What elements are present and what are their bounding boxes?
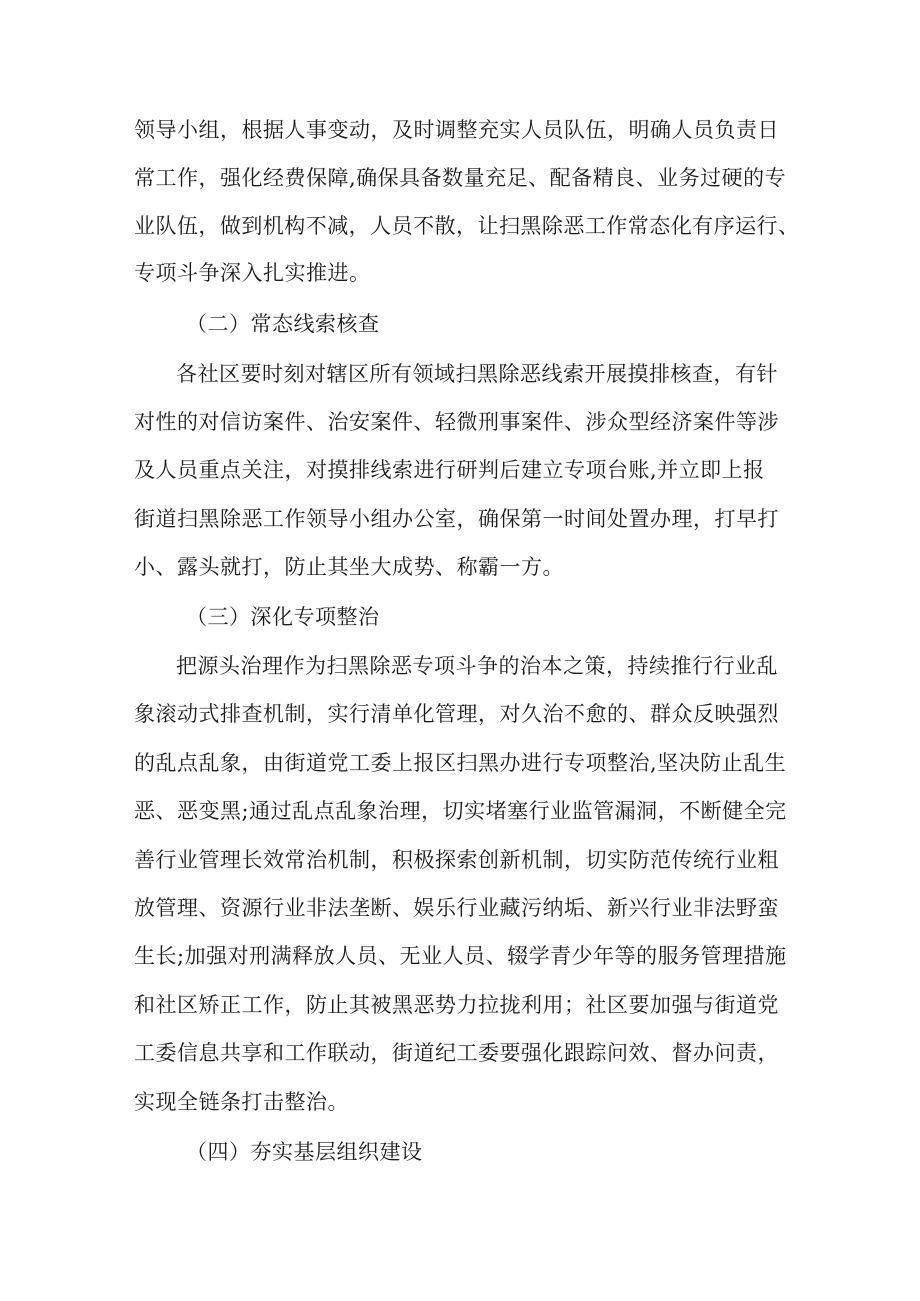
text-line: 和社区矫正工作，防止其被黑恶势力拉拢利用；社区要加强与街道党 [134,993,779,1017]
text-line: 象滚动式排查机制，实行清单化管理，对久治不愈的、群众反映强烈 [134,702,779,726]
text-line: 把源头治理作为扫黑除恶专项斗争的治本之策，持续推行行业乱 [176,654,778,678]
text-line: 实现全链条打击整治。 [134,1090,349,1114]
section-heading: （四）夯实基层组织建设 [186,1140,423,1164]
text-line: 的乱点乱象，由街道党工委上报区扫黑办进行专项整治,坚决防止乱生 [134,751,787,775]
text-line: 善行业管理长效常治机制，积极探索创新机制，切实防范传统行业粗 [134,848,779,872]
section-heading: （三）深化专项整治 [186,605,380,629]
text-line: 领导小组，根据人事变动，及时调整充实人员队伍，明确人员负责日 [134,118,779,142]
text-line: 放管理、资源行业非法垄断、娱乐行业藏污纳垢、新兴行业非法野蛮 [134,896,779,920]
section-heading: （二）常态线索核查 [186,312,380,336]
text-line: 生长;加强对刑满释放人员、无业人员、辍学青少年等的服务管理措施 [134,944,787,968]
text-line: 业队伍，做到机构不减，人员不散，让扫黑除恶工作常态化有序运行、 [134,214,800,238]
text-line: 恶、恶变黑;通过乱点乱象治理，切实堵塞行业监管漏洞，不断健全完 [134,799,787,823]
text-line: 街道扫黑除恶工作领导小组办公室，确保第一时间处置办理，打早打 [134,507,779,531]
text-line: 及人员重点关注，对摸排线索进行研判后建立专项台账,并立即上报 [134,458,765,482]
text-line: 常工作，强化经费保障,确保具备数量充足、配备精良、业务过硬的专 [134,166,787,190]
text-line: 小、露头就打，防止其坐大成势、称霸一方。 [134,555,564,579]
text-line: 对性的对信访案件、治安案件、轻微刑事案件、涉众型经济案件等涉 [134,410,779,434]
text-line: 专项斗争深入扎实推进。 [134,261,371,285]
text-line: 工委信息共享和工作联动，街道纪工委要强化跟踪问效、督办问责， [134,1041,779,1065]
text-line: 各社区要时刻对辖区所有领域扫黑除恶线索开展摸排核查，有针 [176,362,778,386]
